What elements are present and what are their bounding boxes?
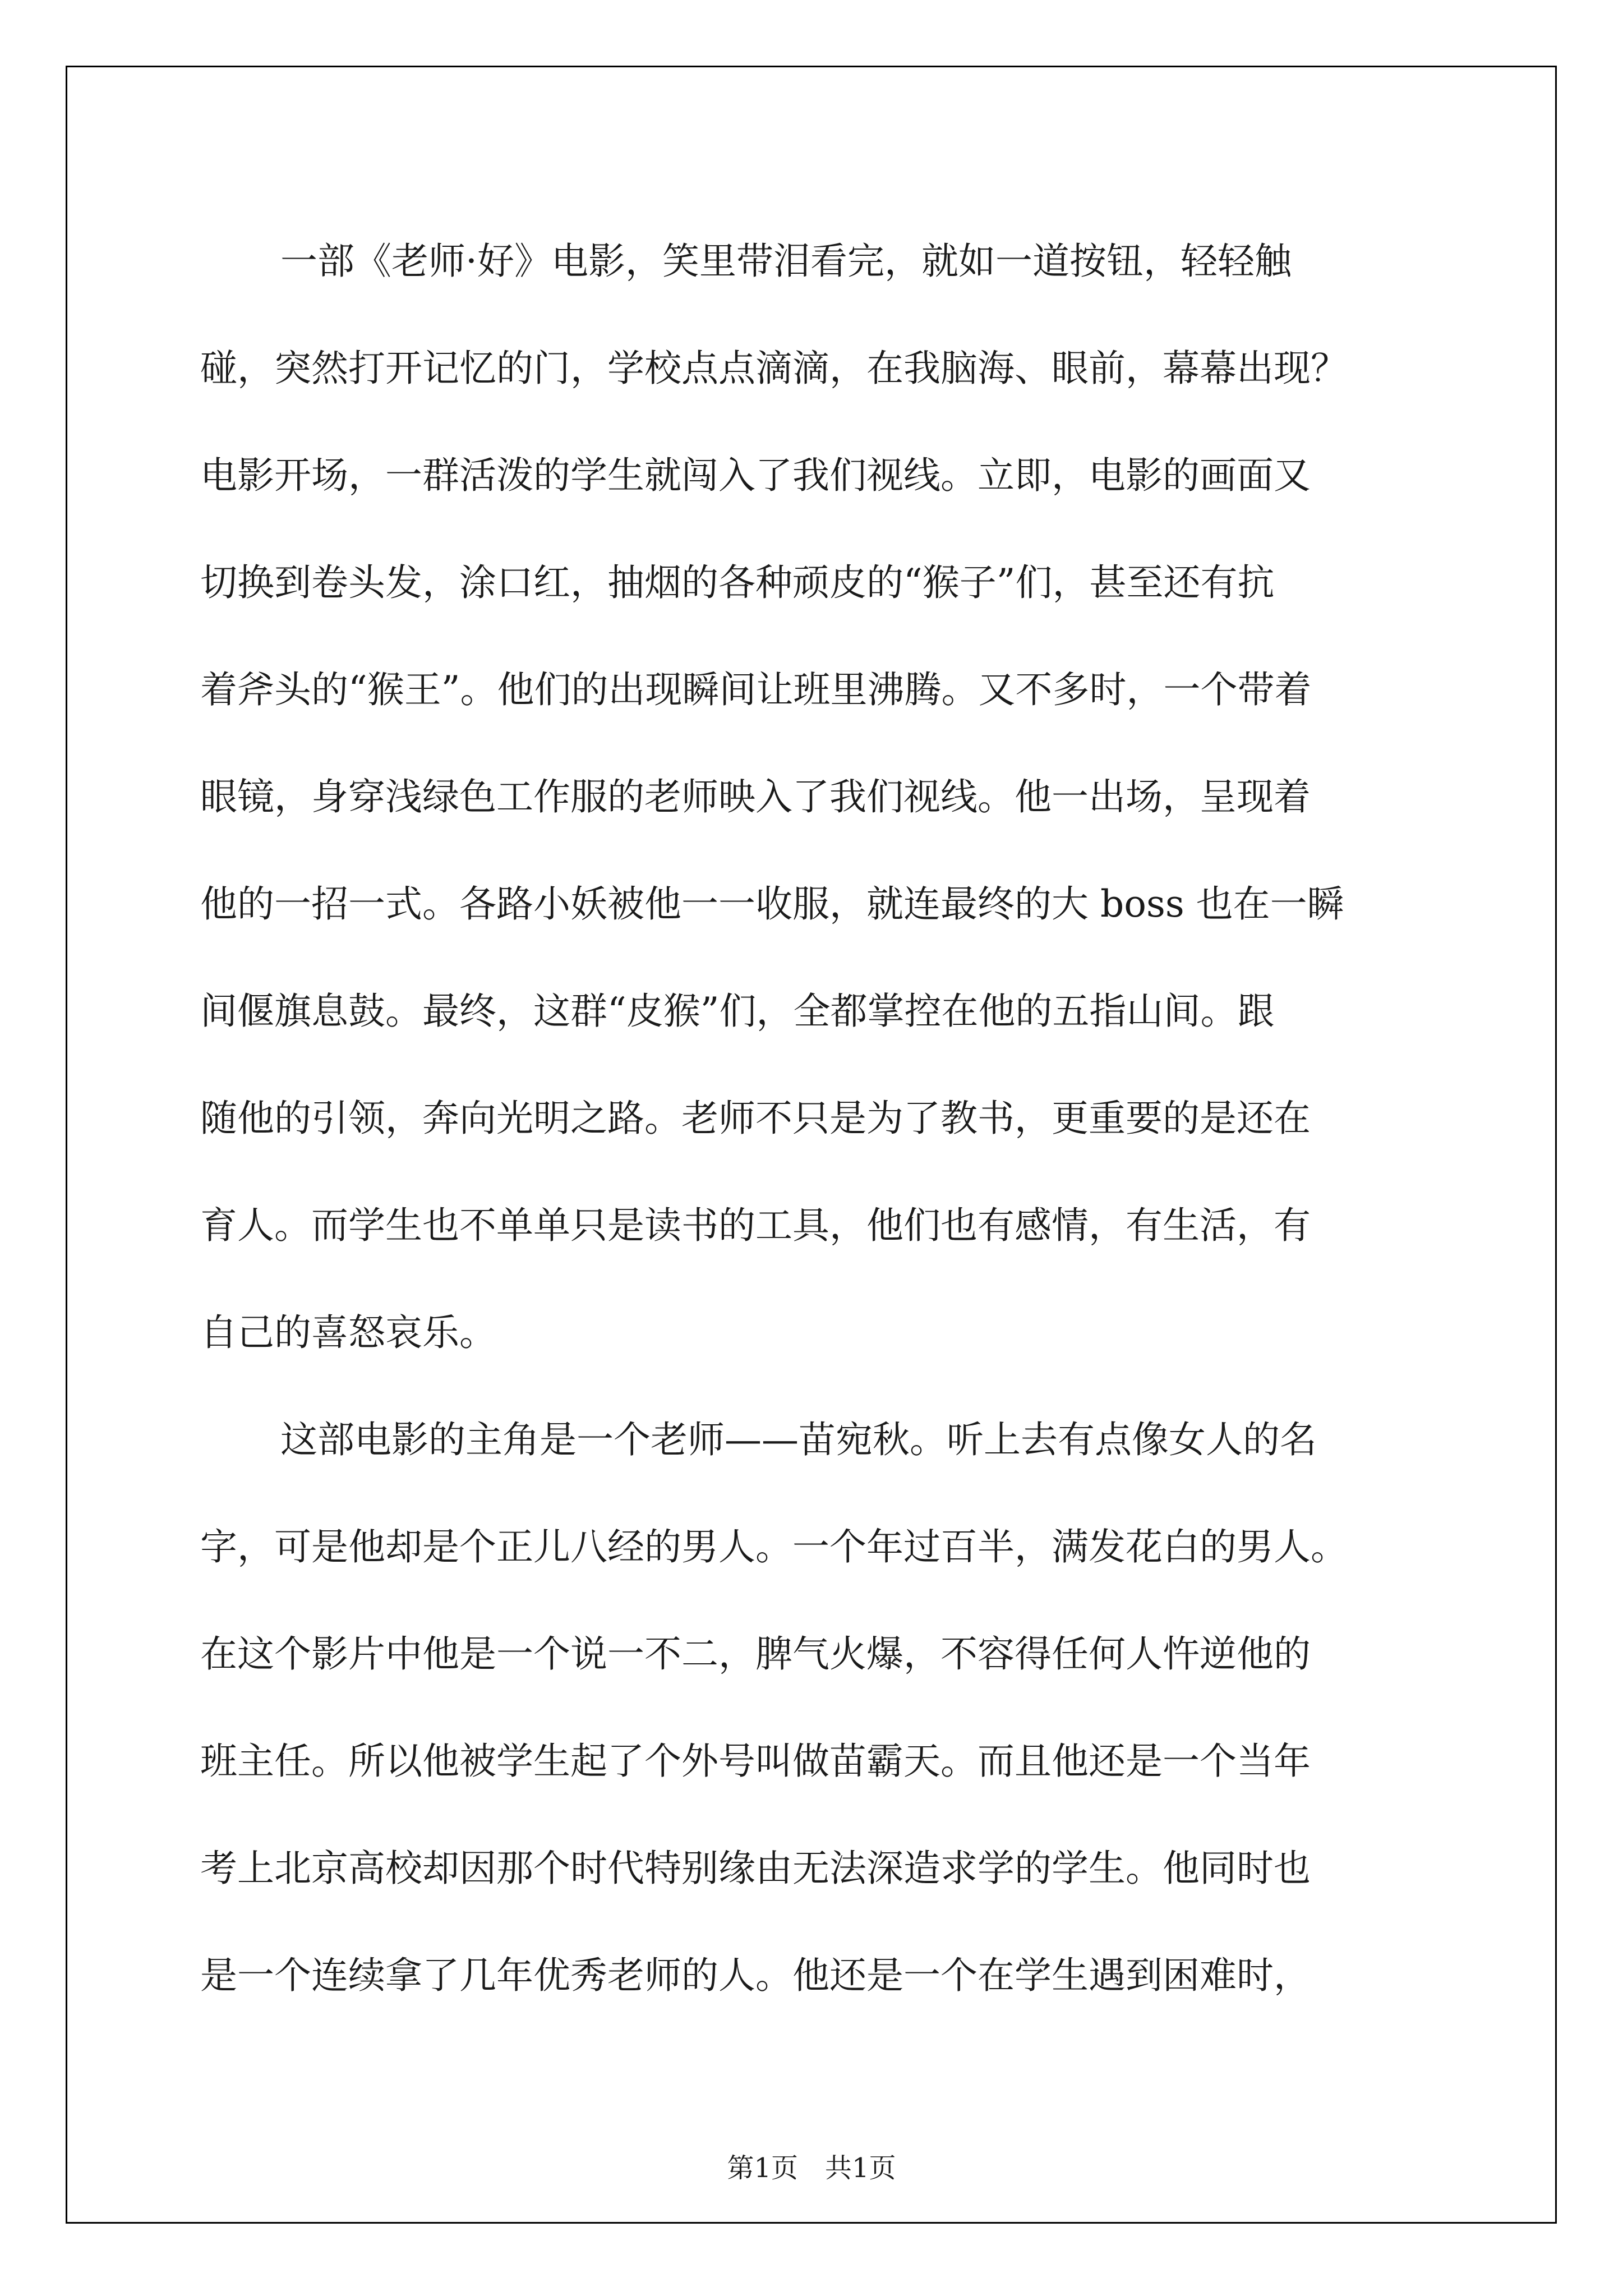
- paragraph-line: 切换到卷头发，涂口红，抽烟的各种顽皮的“猴子”们，甚至还有抗: [200, 561, 1275, 604]
- paragraph-line: 电影开场，一群活泼的学生就闯入了我们视线。立即，电影的画面又: [200, 454, 1311, 497]
- paragraph-line: 他的一招一式。各路小妖被他一一收服，就连最终的大 boss 也在一瞬: [200, 882, 1344, 926]
- paragraph-line: 这部电影的主角是一个老师——苗宛秋。听上去有点像女人的名: [280, 1418, 1317, 1461]
- paragraph-line: 间偃旗息鼓。最终，这群“皮猴”们，全都掌控在他的五指山间。跟: [200, 990, 1275, 1033]
- paragraph-line: 育人。而学生也不单单只是读书的工具，他们也有感情，有生活，有: [200, 1204, 1311, 1247]
- page-number: 第1页 共1页: [727, 2152, 896, 2184]
- paragraph-line: 随他的引领，奔向光明之路。老师不只是为了教书，更重要的是还在: [200, 1097, 1311, 1140]
- paragraph-line: 字，可是他却是个正儿八经的男人。一个年过百半，满发花白的男人。: [200, 1525, 1348, 1568]
- document-body: [200, 208, 1442, 2029]
- paragraph-2: [200, 1386, 1442, 2029]
- paragraph-line: 眼镜，身穿浅绿色工作服的老师映入了我们视线。他一出场，呈现着: [200, 775, 1311, 818]
- paragraph-1: [200, 208, 1442, 1386]
- paragraph-line: 班主任。所以他被学生起了个外号叫做苗霸天。而且他还是一个当年: [200, 1740, 1311, 1783]
- paragraph-line: 着斧头的“猴王”。他们的出现瞬间让班里沸腾。又不多时，一个带着: [200, 668, 1312, 711]
- paragraph-line: 是一个连续拿了几年优秀老师的人。他还是一个在学生遇到困难时，: [200, 1954, 1311, 1997]
- paragraph-line: 在这个影片中他是一个说一不二，脾气火爆，不容得任何人忤逆他的: [200, 1632, 1311, 1676]
- paragraph-line: 一部《老师·好》电影，笑里带泪看完，就如一道按钮，轻轻触: [280, 240, 1292, 283]
- paragraph-line: 自己的喜怒哀乐。: [200, 1311, 496, 1354]
- paragraph-line: 碰，突然打开记忆的门，学校点点滴滴，在我脑海、眼前，幕幕出现？: [200, 347, 1348, 390]
- paragraph-line: 考上北京高校却因那个时代特别缘由无法深造求学的学生。他同时也: [200, 1847, 1311, 1890]
